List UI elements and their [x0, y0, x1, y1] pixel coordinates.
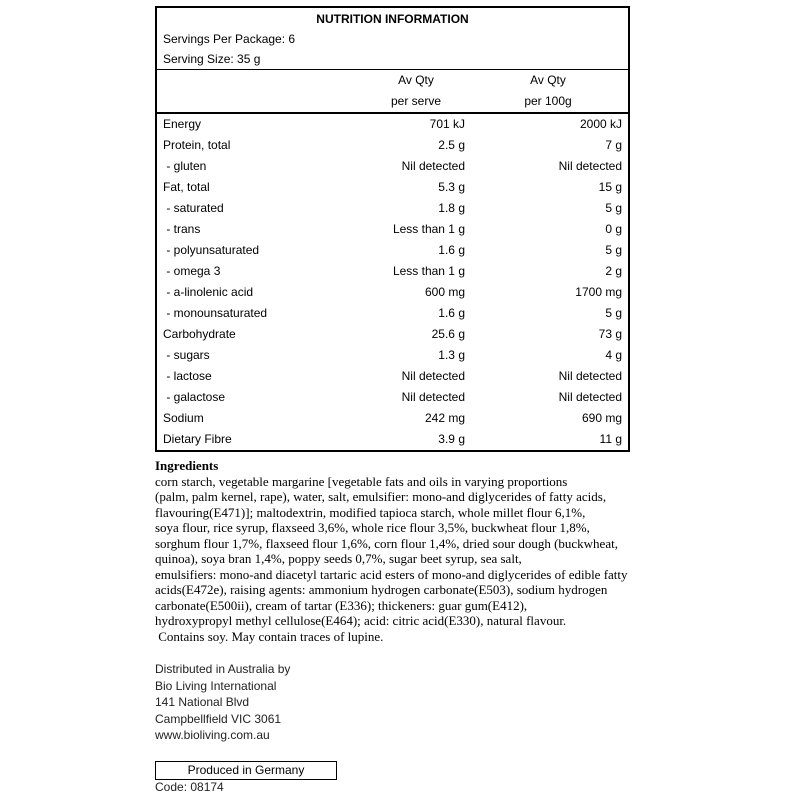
nutrient-value-per-serve: 600 mg [424, 285, 465, 299]
ingredients-line: sorghum flour 1,7%, flaxseed flour 1,6%, corn flour 1,4%, dried sour dough (buckwheat, [155, 535, 618, 551]
table-row [157, 219, 628, 240]
nutrient-value-per-100g: 0 g [605, 222, 622, 236]
nutrient-value-per-serve: Nil detected [401, 159, 465, 173]
table-row [157, 156, 628, 177]
nutrient-label: - sugars [163, 348, 210, 362]
nutrient-value-per-100g: Nil detected [558, 159, 622, 173]
nutrition-table-title: NUTRITION INFORMATION [316, 12, 469, 26]
nutrient-value-per-serve: 5.3 g [438, 180, 465, 194]
header-per-100g-line1: Av Qty [530, 73, 566, 87]
ingredients-line: acids(E472e), raising agents: ammonium hydrogen carbonate(E503), sodium hydrogen [155, 582, 608, 597]
nutrient-value-per-100g: 2 g [605, 264, 622, 278]
ingredients-line: hydroxypropyl methyl cellulose(E464); acid: citric acid(E330), natural flavour. [155, 613, 567, 628]
nutrient-label: Protein, total [163, 138, 231, 152]
nutrient-value-per-100g: 5 g [605, 243, 622, 257]
nutrient-value-per-100g: 73 g [598, 327, 622, 341]
header-per-serve-line2: per serve [390, 94, 442, 108]
table-row [157, 408, 628, 429]
nutrient-value-per-serve: Nil detected [401, 390, 465, 404]
nutrient-label: Fat, total [163, 180, 210, 194]
serving-size: Serving Size: 35 g [163, 52, 261, 66]
nutrient-value-per-100g: 11 g [599, 432, 622, 446]
nutrient-label: Energy [163, 117, 202, 131]
nutrient-value-per-serve: 25.6 g [431, 327, 465, 341]
nutrition-table [155, 6, 630, 452]
ingredients-lines [155, 474, 775, 645]
produced-in-label: Produced in Germany [187, 763, 305, 777]
nutrient-value-per-100g: 690 mg [581, 411, 622, 425]
table-row [157, 240, 628, 261]
nutrient-label: - a-linolenic acid [163, 285, 254, 299]
nutrient-value-per-serve: Nil detected [401, 369, 465, 383]
header-per-100g [468, 70, 628, 112]
table-row [157, 114, 628, 135]
ingredients-line: corn starch, vegetable margarine [vegetable fats and oils in varying proportions [155, 473, 568, 489]
ingredients-line: carbonate(E500ii), cream of tartar (E336); thickeners: guar gum(E412), [155, 597, 528, 613]
nutrient-value-per-100g: Nil detected [558, 390, 622, 404]
distributor-line: 141 National Blvd [155, 695, 250, 709]
nutrient-value-per-serve: 3.9 g [438, 432, 465, 446]
nutrient-value-per-serve: 1.8 g [438, 201, 465, 215]
nutrient-value-per-serve: 1.3 g [438, 348, 465, 362]
nutrient-value-per-serve: 242 mg [424, 411, 465, 425]
ingredients-line: quinoa), soya bran 1,4%, poppy seeds 0,7%, sugar beet syrup, sea salt, [155, 551, 522, 566]
table-row [157, 387, 628, 408]
nutrient-value-per-100g: 4 g [605, 348, 622, 362]
nutrient-value-per-serve: 1.6 g [438, 306, 465, 320]
table-row [157, 177, 628, 198]
ingredients-section [155, 458, 775, 644]
nutrient-value-per-100g: 1700 mg [575, 285, 622, 299]
header-spacer [157, 70, 364, 112]
nutrition-rows [157, 114, 628, 450]
table-row [157, 429, 628, 450]
header-per-serve-line1: Av Qty [398, 73, 434, 87]
nutrient-value-per-100g: 5 g [605, 306, 622, 320]
nutrient-value-per-100g: 2000 kJ [579, 117, 622, 131]
ingredients-line: flavouring(E471)]; maltodextrin, modified tapioca starch, whole millet flour 6,1%, [155, 504, 586, 520]
table-row [157, 261, 628, 282]
distributor-line: Distributed in Australia by [155, 662, 291, 676]
table-row [157, 135, 628, 156]
table-row [157, 345, 628, 366]
servings-per-package: Servings Per Package: 6 [163, 32, 296, 46]
nutrient-value-per-serve: Less than 1 g [392, 222, 465, 236]
nutrient-label: Sodium [163, 411, 204, 425]
nutrient-label: Carbohydrate [163, 327, 236, 341]
nutrient-value-per-serve: 701 kJ [429, 117, 465, 131]
nutrient-label: - gluten [163, 159, 207, 173]
nutrient-value-per-serve: Less than 1 g [392, 264, 465, 278]
nutrient-label: - omega 3 [163, 264, 221, 278]
nutrient-label: - lactose [163, 369, 212, 383]
nutrient-value-per-serve: 1.6 g [438, 243, 465, 257]
nutrient-label: - galactose [163, 390, 226, 404]
ingredients-line: (palm, palm kernel, rape), water, salt, emulsifier: mono-and diglycerides of fatty acids, [155, 489, 607, 504]
nutrient-value-per-100g: Nil detected [558, 369, 622, 383]
distributor-line: www.bioliving.com.au [155, 728, 270, 742]
table-header-row [157, 70, 628, 114]
nutrient-value-per-serve: 2.5 g [438, 138, 465, 152]
distributor-line: Bio Living International [155, 678, 277, 693]
nutrient-label: - trans [163, 222, 201, 236]
nutrient-label: - polyunsaturated [163, 243, 260, 257]
ingredients-line: soya flour, rice syrup, flaxseed 3,6%, whole rice flour 3,5%, buckwheat flour 1,8%, [155, 520, 590, 535]
nutrient-label: Dietary Fibre [163, 432, 232, 446]
ingredients-heading: Ingredients [155, 458, 219, 473]
nutrient-label: - monounsaturated [163, 306, 268, 320]
produced-in-box [155, 761, 337, 780]
nutrient-value-per-100g: 5 g [605, 201, 622, 215]
nutrient-value-per-100g: 7 g [605, 138, 622, 152]
ingredients-line: Contains soy. May contain traces of lupine. [155, 628, 384, 644]
nutrient-label: - saturated [163, 201, 224, 215]
nutrient-value-per-100g: 15 g [598, 180, 622, 194]
product-code: Code: 08174 [155, 780, 224, 794]
table-row [157, 282, 628, 303]
table-row [157, 324, 628, 345]
header-per-100g-line2: per 100g [524, 94, 572, 108]
distributor-section [155, 661, 290, 744]
ingredients-line: emulsifiers: mono-and diacetyl tartaric acid esters of mono-and diglycerides of edible fatty [155, 566, 628, 582]
table-row [157, 366, 628, 387]
table-row [157, 303, 628, 324]
distributor-line: Campbellfield VIC 3061 [155, 711, 282, 726]
table-row [157, 198, 628, 219]
header-per-serve [364, 70, 468, 112]
